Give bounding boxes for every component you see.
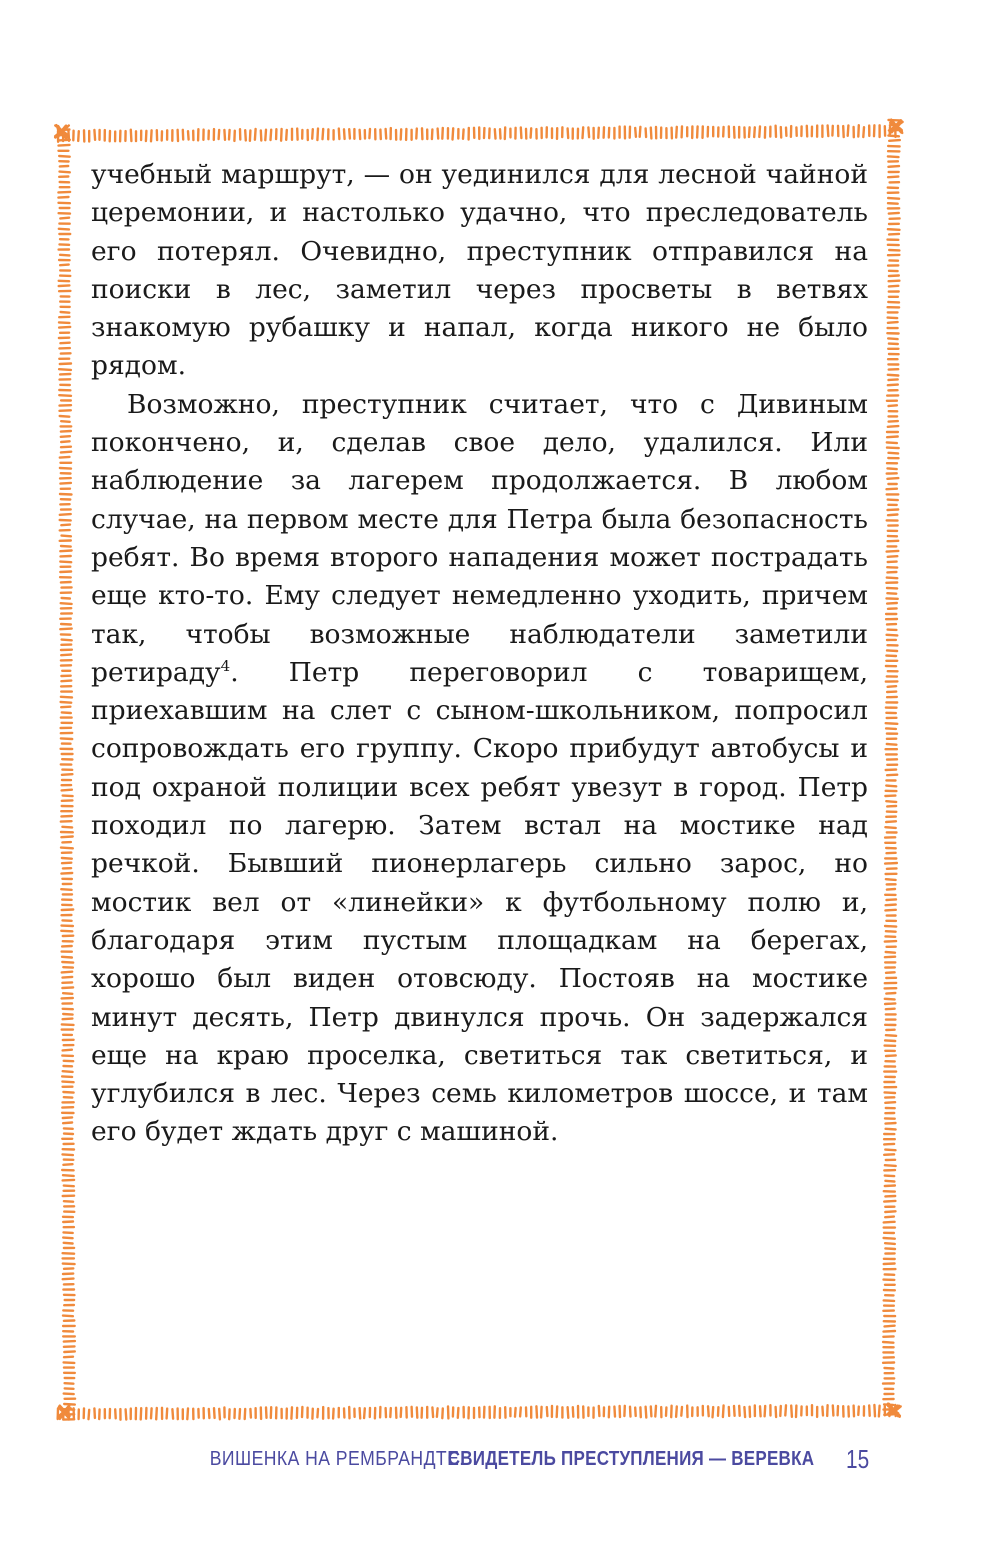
footer-section-title: СВИДЕТЕЛЬ ПРЕСТУПЛЕНИЯ — ВЕРЕВКА xyxy=(447,1448,814,1470)
paragraph-2 xyxy=(91,386,868,1152)
paragraph-2-part-2: . Петр переговорил с товарищем, приехавшим на слет с сыном-школьником, попросил сопровождать его группу. Скоро прибудут автобусы и под охраной полиции всех ребят увезут в город. Петр походил по лагерю. Затем встал на мостике над речкой. Бывший пионерлагерь сильно зарос, но мостик вел от «линейки» к футбольному полю и, благодаря этим пустым площадкам на берегах, хорошо был виден отовсюду. Постояв на мостике минут десять, Петр двинулся прочь. Он задержался еще на краю проселка, светиться так светиться, и углубился в лес. Через семь километров шоссе, и там его будет ждать друг с машиной. xyxy=(91,656,868,1148)
body-text xyxy=(91,156,868,1152)
paragraph-1: учебный маршрут, — он уединился для лесной чайной церемонии, и настолько удачно, что преследователь его потерял. Очевидно, преступник отправился на поиски в лес, заметил через просветы в ветвях знакомую рубашку и напал, когда никого не было рядом. xyxy=(91,159,868,382)
page-number: 15 xyxy=(846,1444,870,1474)
running-footer xyxy=(0,1444,1000,1484)
paragraph-2-part-1: Возможно, преступник считает, что с Дивиным покончено, и, сделав свое дело, удалился. Или наблюдение за лагерем продолжается. В любом случае, на первом месте для Петра была безопасность ребят. Во время второго нападения может пострадать еще кто-то. Ему следует немедленно уходить, причем так, чтобы возможные наблюдатели заметили ретираду xyxy=(91,388,868,688)
footer-book-title: ВИШЕНКА НА РЕМБРАНДТЕ. xyxy=(210,1448,465,1470)
footnote-marker[interactable]: 4 xyxy=(220,656,231,675)
